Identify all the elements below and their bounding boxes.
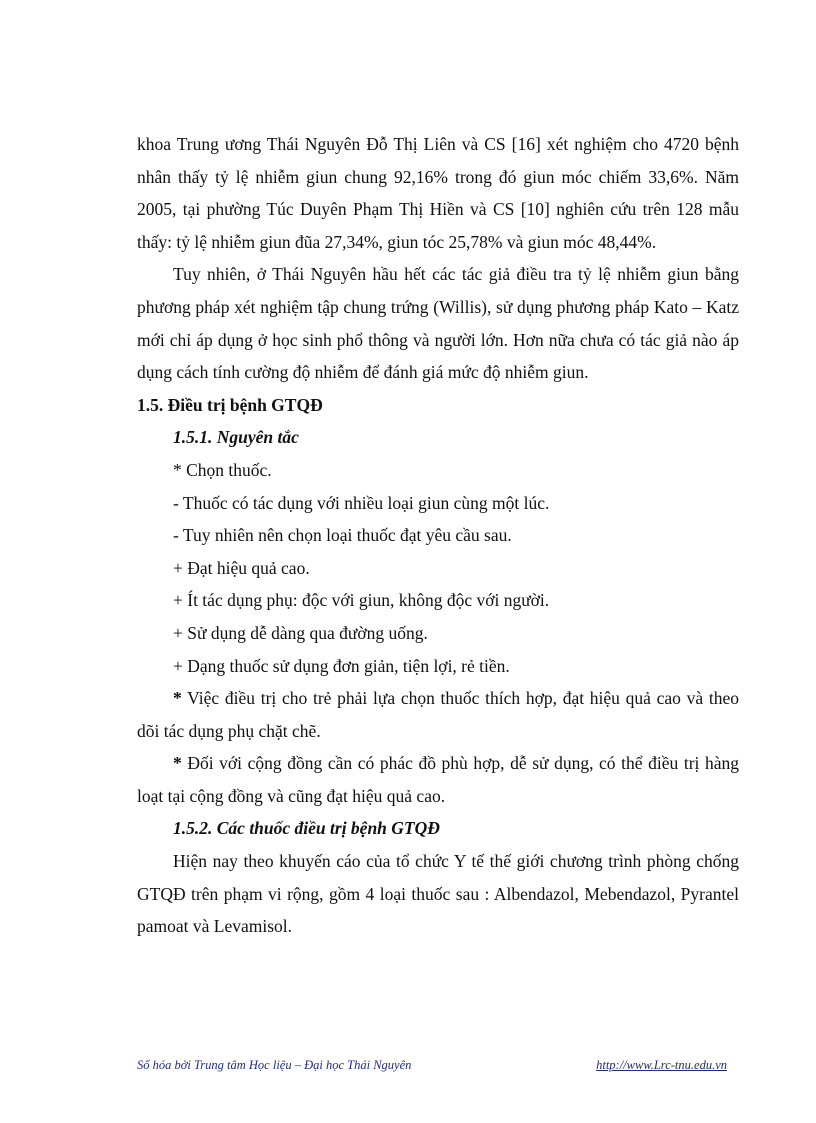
bullet-star: * — [173, 753, 182, 774]
list-item: + Đạt hiệu quả cao. — [173, 557, 310, 578]
list-item: * Chọn thuốc. — [173, 459, 272, 480]
paragraph-community-treatment-text: Đối với cộng đồng cần có phác đồ phù hợp, dễ sử dụng, có thể điều trị hàng loạt tại cộng đồng và cũng đạt hiệu quả cao. — [137, 753, 739, 806]
paragraph-drugs: Hiện nay theo khuyến cáo của tổ chức Y tế thế giới chương trình phòng chống GTQĐ trên phạm vi rộng, gồm 4 loại thuốc sau : Albendazol, Mebendazol, Pyrantel pamoat và Levamisol. — [137, 851, 739, 937]
bullet-star: * — [173, 688, 182, 709]
paragraph-prevalence: khoa Trung ương Thái Nguyên Đỗ Thị Liên và CS [16] xét nghiệm cho 4720 bệnh nhân thấy tỷ lệ nhiễm giun chung 92,16% trong đó giun móc chiếm 33,6%. Năm 2005, tại phường Túc Duyên Phạm Thị Hiền và CS [10] nghiên cứu trên 128 mẫu thấy: tỷ lệ nhiễm giun đũa 27,34%, giun tóc 25,78% và giun móc 48,44%. — [137, 134, 739, 252]
subsection-heading-1-5-1: 1.5.1. Nguyên tắc — [173, 427, 299, 448]
paragraph-community-treatment — [137, 747, 739, 812]
list-item: - Tuy nhiên nên chọn loại thuốc đạt yêu cầu sau. — [173, 525, 512, 546]
page-content — [137, 128, 739, 943]
subsection-heading-1-5-2: 1.5.2. Các thuốc điều trị bệnh GTQĐ — [173, 818, 440, 839]
list-item: + Dạng thuốc sử dụng đơn giản, tiện lợi, rẻ tiền. — [173, 655, 510, 676]
footer-link[interactable]: http://www.Lrc-tnu.edu.vn — [596, 1058, 727, 1072]
list-item: + Sử dụng dễ dàng qua đường uống. — [173, 622, 428, 643]
paragraph-child-treatment-text: Việc điều trị cho trẻ phải lựa chọn thuốc thích hợp, đạt hiệu quả cao và theo dõi tác dụng phụ chặt chẽ. — [137, 688, 739, 741]
paragraph-methods: Tuy nhiên, ở Thái Nguyên hầu hết các tác giả điều tra tỷ lệ nhiễm giun bằng phương pháp xét nghiệm tập chung trứng (Willis), sử dụng phương pháp Kato – Katz mới chỉ áp dụng ở học sinh phổ thông và người lớn. Hơn nữa chưa có tác giả nào áp dụng cách tính cường độ nhiễm để đánh giá mức độ nhiễm giun. — [137, 264, 739, 383]
paragraph-child-treatment — [137, 682, 739, 747]
list-item: + Ít tác dụng phụ: độc với giun, không độc với người. — [173, 590, 550, 611]
section-heading-1-5: 1.5. Điều trị bệnh GTQĐ — [137, 394, 323, 415]
footer-credit: Số hóa bởi Trung tâm Học liệu – Đại học Thái Nguyên — [137, 1058, 412, 1072]
list-item: - Thuốc có tác dụng với nhiều loại giun cùng một lúc. — [173, 492, 550, 513]
